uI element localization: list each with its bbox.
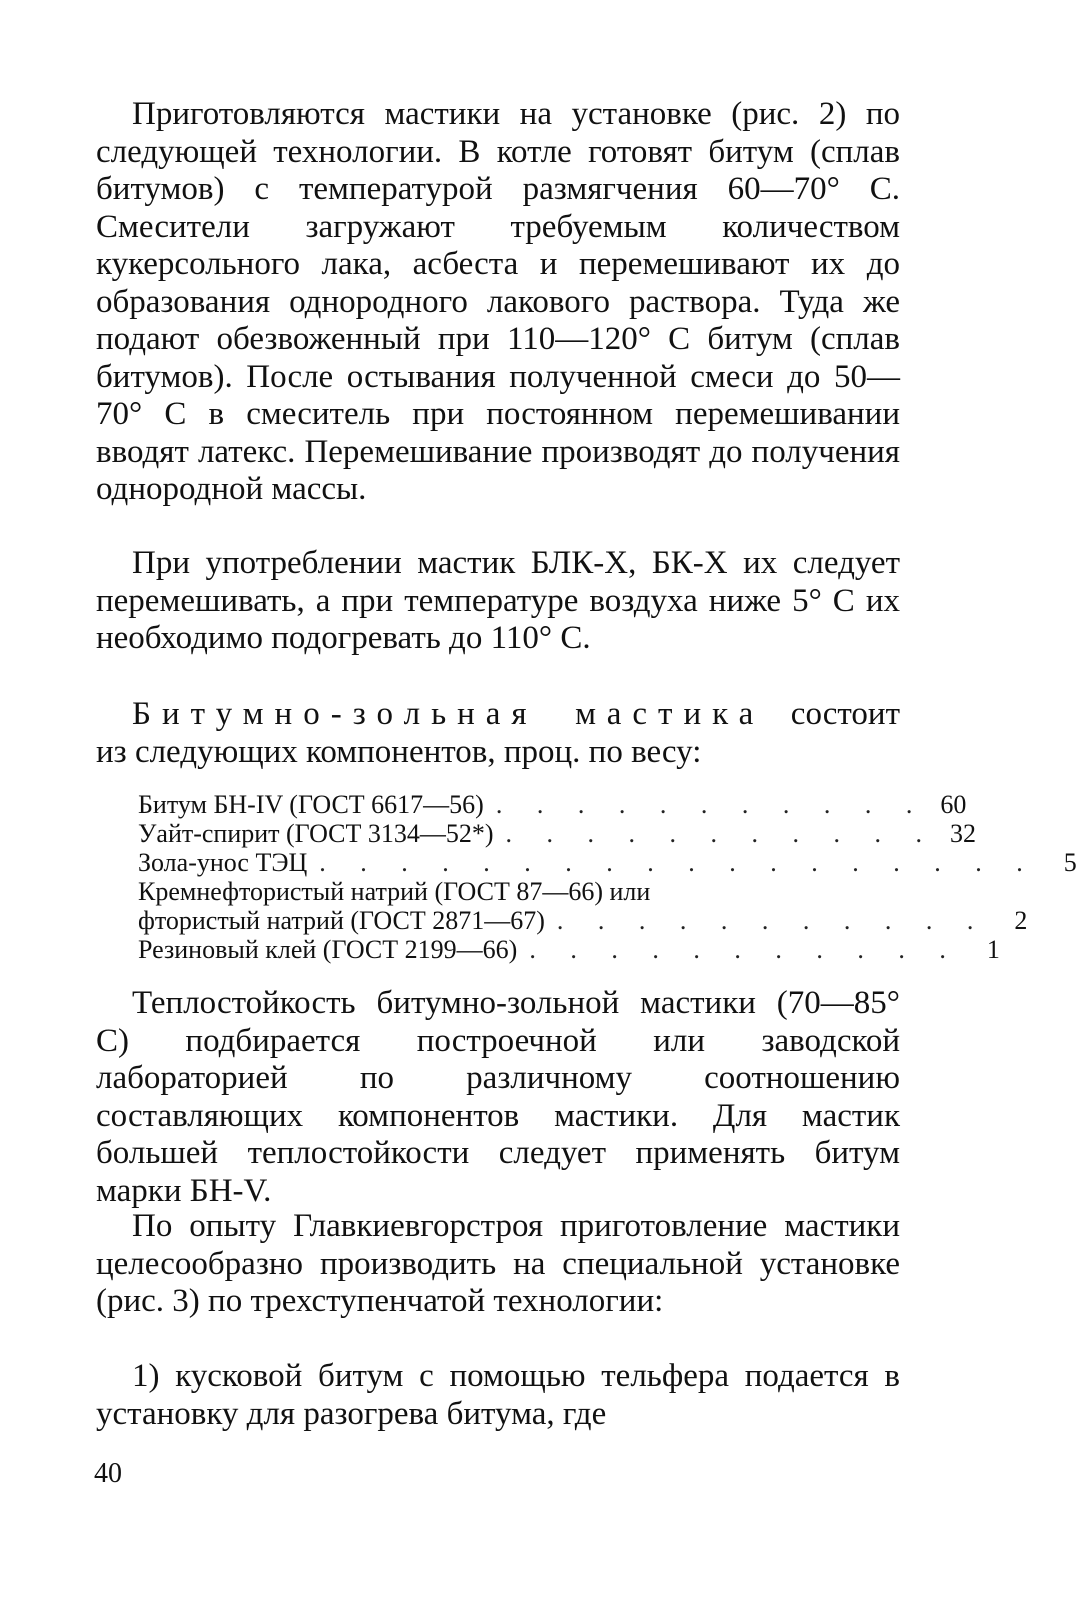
leader-dots: . . . . . . . . . . . — [495, 790, 927, 819]
component-name: Резиновый клей (ГОСТ 2199—66) — [138, 935, 518, 964]
component-row — [138, 935, 1000, 964]
component-percent: 60 — [940, 790, 967, 819]
component-row — [138, 819, 977, 848]
component-row — [138, 877, 860, 906]
paragraph-preparation-process: Приготовляются мастики на установке (рис. 2) по следующей технологии. В котле готовят битум (сплав битумов) с температурой размягчения 60—70° С. Смесители загружают требуемым количеством кукерсольного лака, асбеста и перемешивают их до образования однородного лакового раствора. Туда же подают обезвоженный при 110—120° С битум (сплав битумов). После остывания полученной смеси до 50—70° С в смеситель при постоянном перемешивании вводят латекс. Перемешивание производят до получения однородной массы. — [96, 96, 900, 507]
paragraph-experience: По опыту Главкиевгорстроя приготовление мастики целесообразно производить на специальной установке (рис. 3) по трехступенчатой технологии: — [96, 1208, 900, 1319]
component-percent: 2 — [1014, 906, 1028, 935]
mastic-name-spaced: Битумно-зольная мастика — [132, 696, 765, 732]
leader-dots: . . . . . . . . . . . — [556, 906, 988, 935]
paragraph-usage-note: При употреблении мастик БЛК-Х, БК-Х их следует перемешивать, а при температуре воздуха ниже 5° С их необходимо подогревать до 110° С. — [96, 545, 900, 656]
component-name: Уайт-спирит (ГОСТ 3134—52*) — [138, 819, 494, 848]
component-row — [138, 790, 967, 819]
composition-intro-text: состоит из следующих компонентов, проц. по весу: — [96, 696, 900, 770]
leader-dots: . . . . . . . . . . . — [529, 935, 960, 964]
component-row — [138, 906, 1028, 935]
component-percent: 5 — [1063, 848, 1077, 877]
component-name: Битум БН-IV (ГОСТ 6617—56) — [138, 790, 484, 819]
paragraph-step-1: 1) кусковой битум с помощью тельфера подается в установку для разогрева битума, где — [96, 1358, 900, 1432]
component-name: Зола-унос ТЭЦ — [138, 848, 308, 877]
component-percent: 1 — [986, 935, 1000, 964]
paragraph-mastic-composition-intro — [96, 696, 900, 771]
leader-dots: . . . . . . . . . . . — [505, 819, 937, 848]
component-name: Кремнефтористый натрий (ГОСТ 87—66) или — [138, 877, 651, 906]
component-row — [138, 848, 1077, 877]
paragraph-heat-resistance: Теплостойкость битумно-зольной мастики (70—85° С) подбирается построечной или заводской лабораторией по различному соотношению составляющих компонентов мастики. Для мастик большей теплостойкости следует применять битум марки БН-V. — [96, 985, 900, 1209]
leader-dots: . . . . . . . . . . . . . . . . . . — [319, 848, 1037, 877]
components-table — [138, 790, 1077, 964]
component-name: фтористый натрий (ГОСТ 2871—67) — [138, 906, 545, 935]
component-percent: 32 — [950, 819, 977, 848]
page-number: 40 — [94, 1458, 122, 1489]
